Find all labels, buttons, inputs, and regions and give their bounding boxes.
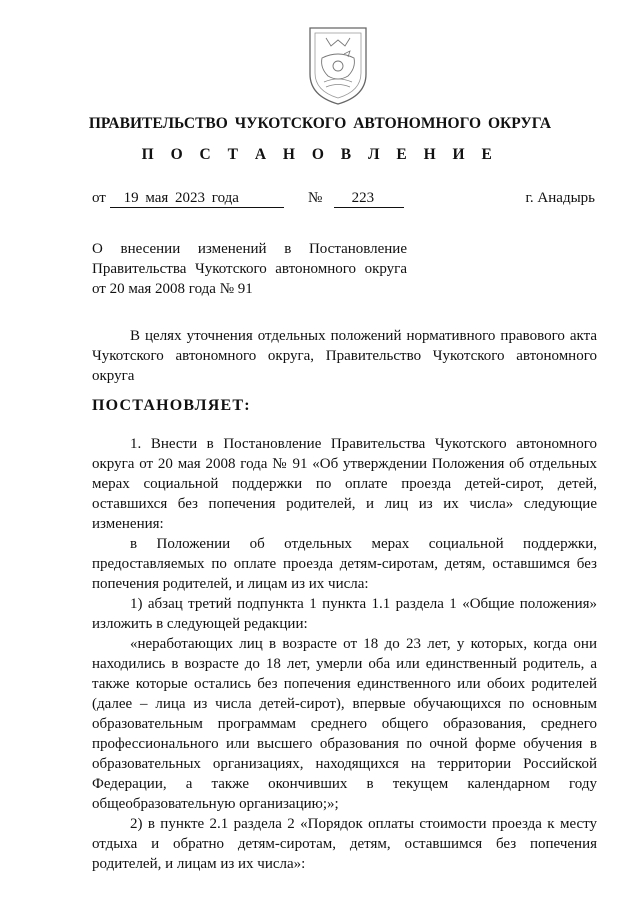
decree-items (92, 434, 597, 874)
number-sign-label: № (308, 190, 323, 206)
decree-paragraph: «неработающих лиц в возрасте от 18 до 23 лет, у которых, когда они находились в возрасте до 18 лет, умерли оба или единственный родитель, а также которые остались без попечения единственного или обоих родителей (далее – лица из числа детей-сирот), впервые обучающихся по основным образовательным программам среднего общего образования, среднего профессионального или высшего образования по очной форме обучения в образовательных организациях, находящихся на территории Российской Федерации, а также окончивших в текущем календарном году общеобразовательную организацию;»; (92, 636, 597, 812)
date-prefix-label: от (92, 190, 106, 206)
document-city: г. Анадырь (525, 190, 595, 206)
document-type-title: П О С Т А Н О В Л Е Н И Е (141, 146, 499, 163)
decree-heading: ПОСТАНОВЛЯЕТ: (92, 397, 251, 414)
document-date: 19 мая 2023 года (110, 190, 284, 208)
preamble-block (92, 326, 597, 386)
chukotka-coat-of-arms-icon (304, 24, 372, 106)
decree-paragraph: 2) в пункте 2.1 раздела 2 «Порядок оплаты стоимости проезда к месту отдыха и обратно детям-сиротам, детям, оставшимся без попечения родителей, и лицам из их числа»: (92, 816, 597, 872)
document-number: 223 (334, 190, 404, 208)
decree-paragraph: в Положении об отдельных мерах социальной поддержки, предоставляемых по оплате проезда детям-сиротам, детям, оставшимся без попечения родителей, и лицам из их числа: (92, 536, 597, 592)
document-subject (92, 239, 407, 299)
subject-line: О внесении изменений в Постановление (92, 241, 407, 257)
preamble-paragraph: В целях уточнения отдельных положений нормативного правового акта Чукотского автономного округа, Правительство Чукотского автономного округа (92, 328, 597, 384)
subject-line: от 20 мая 2008 года № 91 (92, 281, 253, 297)
government-title: ПРАВИТЕЛЬСТВО ЧУКОТСКОГО АВТОНОМНОГО ОКРУГА (88, 115, 552, 132)
subject-line: Правительства Чукотского автономного округа (92, 261, 407, 277)
document-date-field (92, 190, 284, 208)
decree-paragraph: 1. Внести в Постановление Правительства Чукотского автономного округа от 20 мая 2008 года № 91 «Об утверждении Положения об отдельных мерах социальной поддержки по оплате проезда детей-сирот, детей, оставшихся без попечения родителей, и лиц из их числа» следующие изменения: (92, 436, 597, 532)
document-number-field (308, 190, 404, 208)
decree-paragraph: 1) абзац третий подпункта 1 пункта 1.1 раздела 1 «Общие положения» изложить в следующей редакции: (92, 596, 597, 632)
